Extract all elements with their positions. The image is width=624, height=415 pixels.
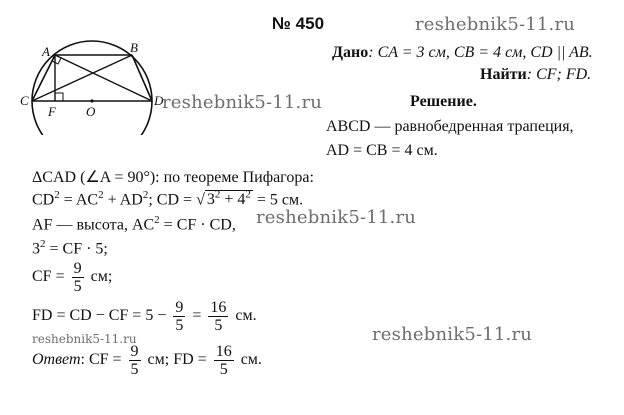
cf-line: CF = $\frac{9}{5}$ см; [32, 260, 113, 295]
given-label: Дано [332, 44, 369, 61]
label-d: D [154, 93, 164, 108]
label-o: O [86, 104, 96, 119]
segment-bd [132, 55, 152, 101]
square-root: √ $3^2 + 4^2$ [196, 189, 251, 209]
equation-line: $3^2$ = CF · 5; [32, 238, 108, 258]
watermark: reshebnik5-11.ru [32, 332, 137, 346]
find-label: Найти [480, 66, 527, 83]
watermark: reshebnik5-11.ru [256, 207, 417, 228]
find-text: : CF; FD. [526, 66, 592, 83]
fraction: $\frac{9}{5}$ [73, 260, 82, 295]
center-point-o [90, 99, 93, 102]
given-text: : CA = 3 см, CB = 4 см, CD || AB. [368, 44, 593, 61]
label-f: F [48, 104, 56, 119]
watermark: reshebnik5-11.ru [162, 92, 323, 113]
label-c: C [20, 93, 29, 108]
answer-label: Ответ [32, 351, 81, 369]
label-a: A [42, 44, 50, 59]
solution-line-3: ΔCAD (∠A = 90°): по теореме Пифагора: [32, 169, 314, 186]
fraction: $\frac{16}{5}$ [215, 343, 232, 378]
answer-line: Ответ: CF = $\frac{9}{5}$ см; FD = $\frac{16}{5}$ см. [32, 343, 262, 378]
altitude-line: AF — высота, $AC^2$ = CF · CD, [32, 214, 236, 234]
fraction: $\frac{16}{5}$ [210, 299, 227, 334]
pythagoras-line: $CD^2 = AC^2 + AD^2$; CD = √ $3^2 + 4^2 = 5$ см. [32, 189, 304, 209]
label-b: B [130, 40, 138, 55]
solution-line-2: AD = CB = 4 см. [326, 142, 438, 159]
segment-ca [32, 55, 55, 101]
fraction: $\frac{9}{5}$ [130, 343, 139, 378]
watermark: reshebnik5-11.ru [415, 14, 576, 35]
watermark: reshebnik5-11.ru [372, 324, 533, 345]
fraction: $\frac{9}{5}$ [175, 299, 184, 334]
solution-line-1: ABCD — равнобедренная трапеция, [326, 118, 574, 135]
find-line [480, 66, 591, 84]
fd-line: FD = CD − CF = 5 − $\frac{9}{5}$ = $\frac{16}{5}$ см. [32, 299, 257, 334]
right-angle-mark-f [55, 93, 63, 101]
solution-heading: Решение. [410, 93, 477, 110]
given-line [332, 44, 593, 62]
problem-number: № 450 [272, 14, 325, 33]
